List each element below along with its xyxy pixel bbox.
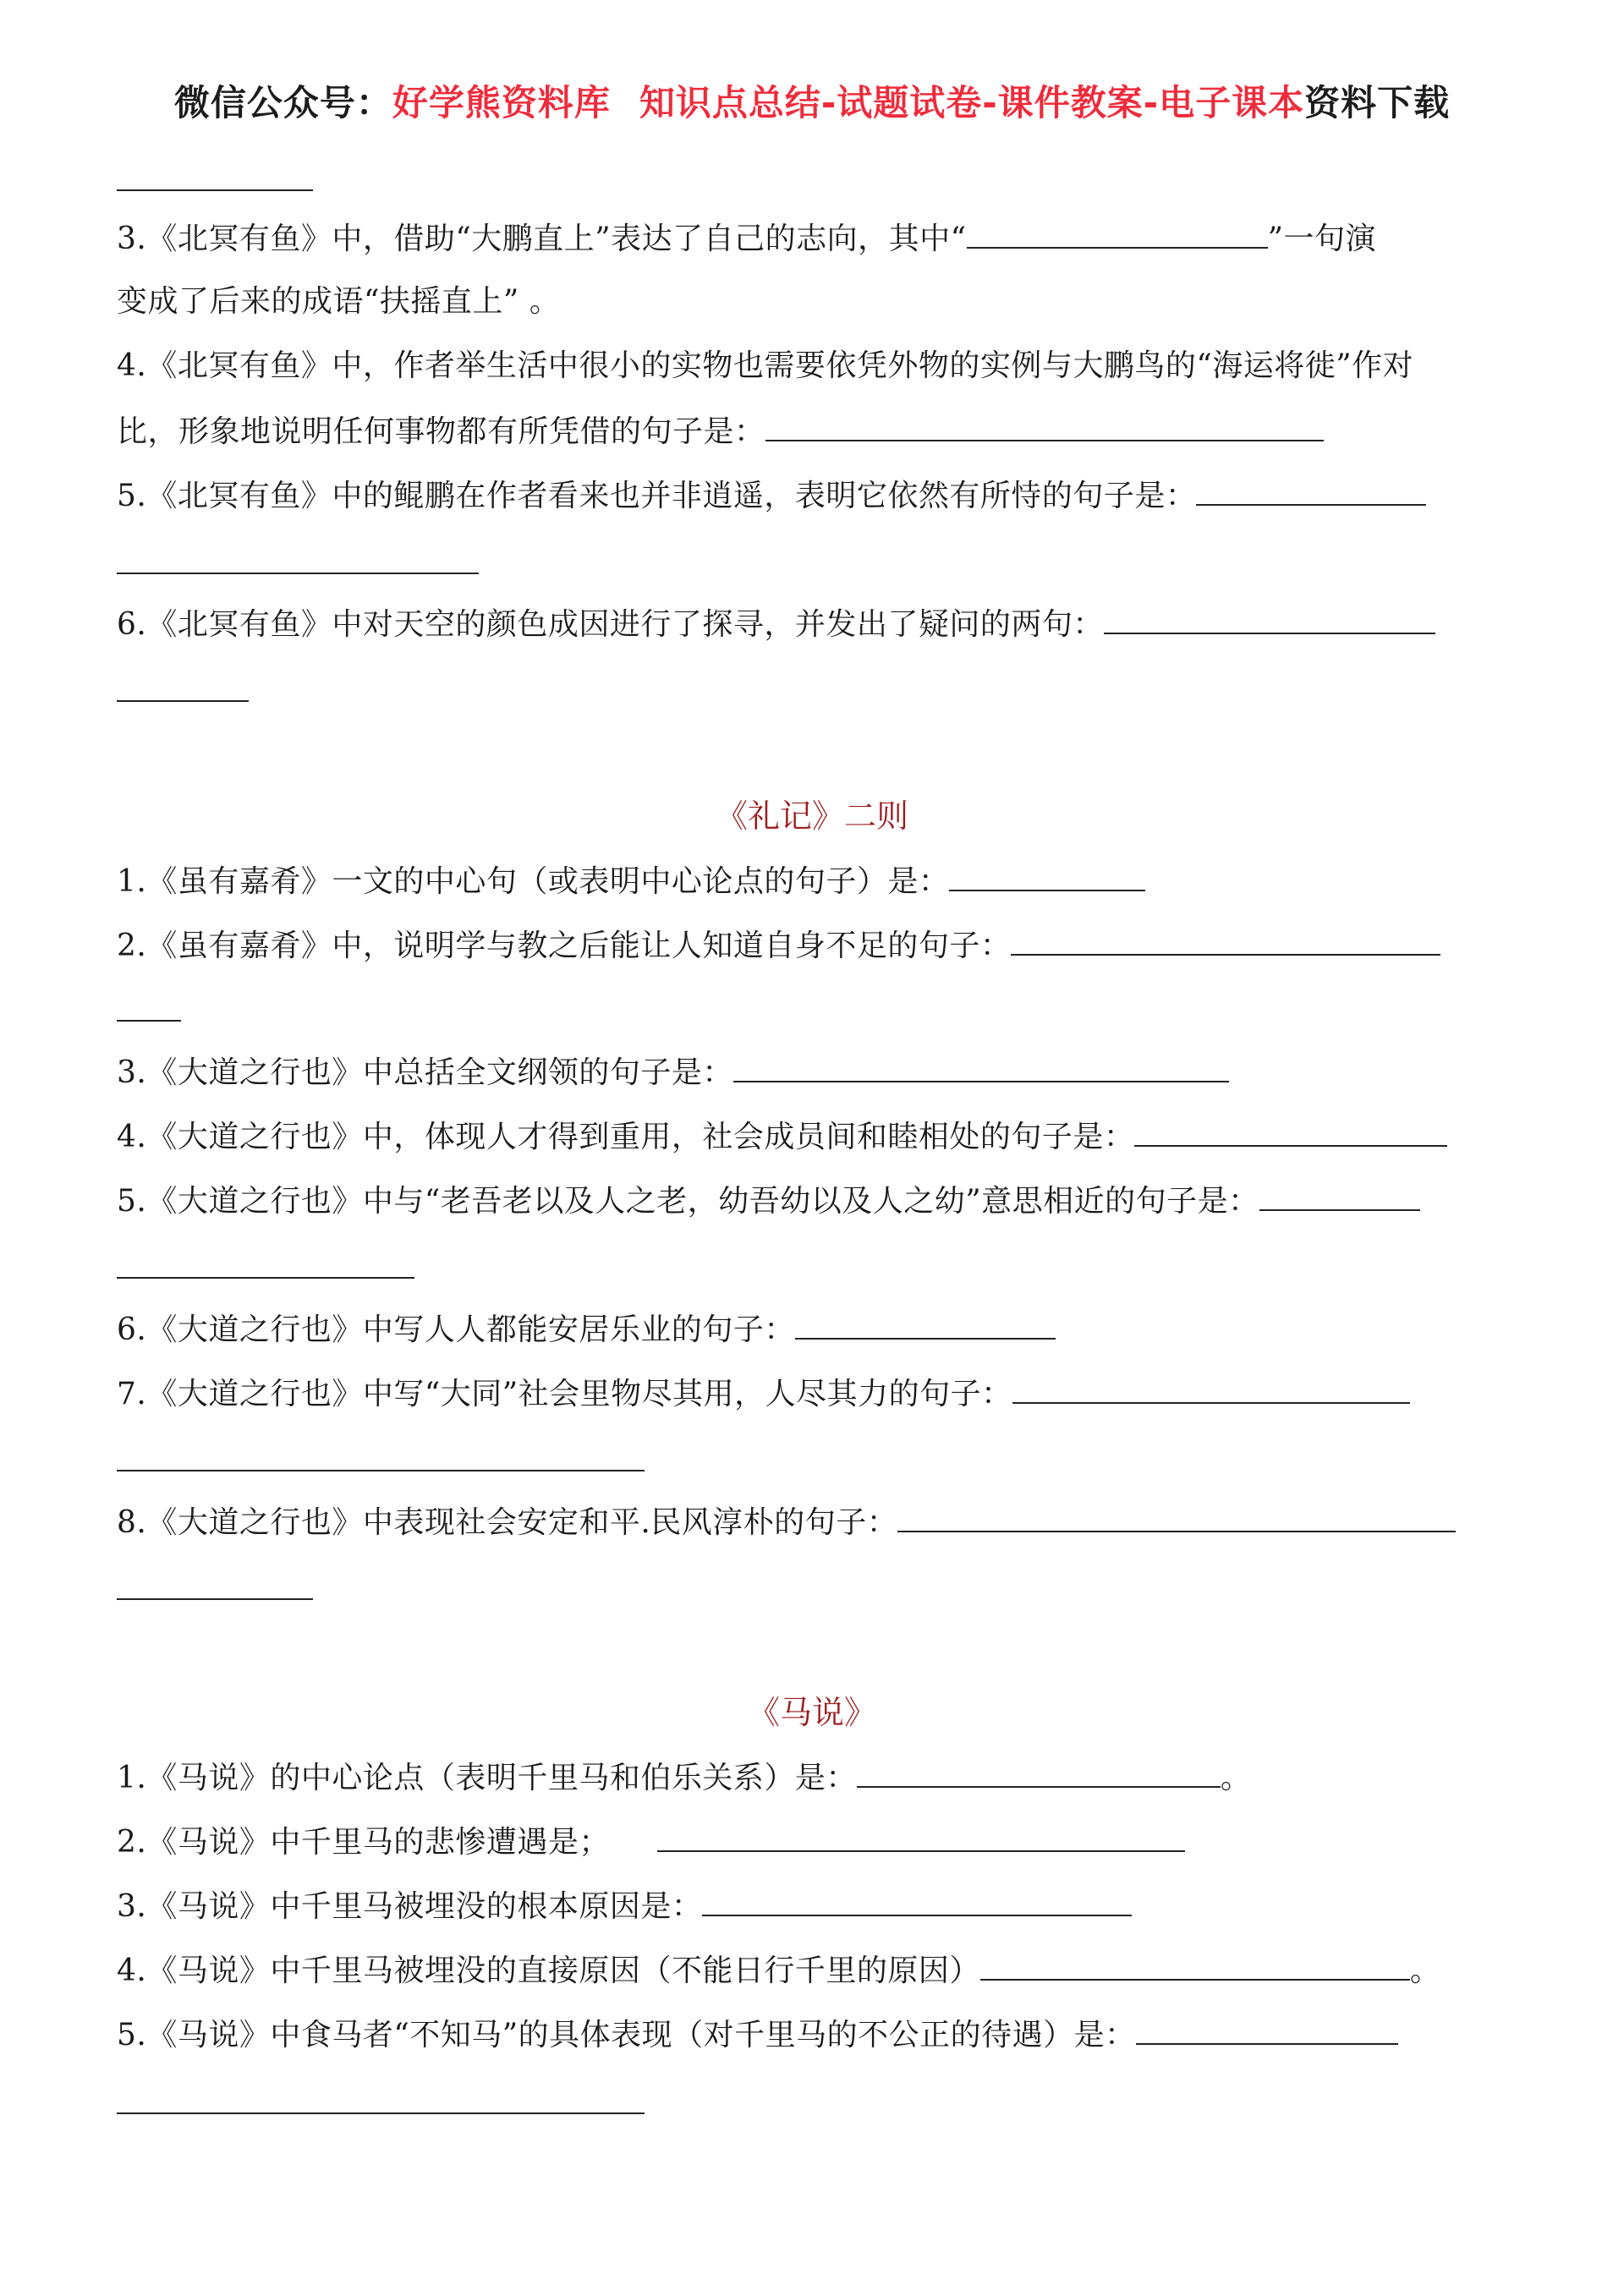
answer-blank[interactable] xyxy=(857,1756,1221,1788)
answer-blank-continuation[interactable] xyxy=(117,1598,313,1600)
answer-blank[interactable] xyxy=(765,409,1324,441)
question-2-7: 7.《大道之行也》中写“大同”社会里物尽其用，人尽其力的句子： xyxy=(117,1372,1410,1416)
banner-label: 微信公众号： xyxy=(173,82,392,123)
answer-blank[interactable] xyxy=(702,1884,1132,1916)
answer-blank-continuation[interactable] xyxy=(117,2112,645,2114)
question-1-5: 5.《北冥有鱼》中的鲲鹏在作者看来也并非逍遥，表明它依然有所恃的句子是： xyxy=(117,474,1426,518)
answer-blank-continuation[interactable] xyxy=(117,700,249,702)
question-1-4-line-1: 4.《北冥有鱼》中，作者举生活中很小的实物也需要依凭外物的实例与大鹏鸟的“海运将徙”作对 xyxy=(117,348,1414,383)
answer-blank[interactable] xyxy=(733,1050,1229,1082)
answer-blank-continuation[interactable] xyxy=(117,1277,414,1279)
answer-blank[interactable] xyxy=(897,1500,1456,1532)
answer-blank[interactable] xyxy=(1012,1372,1410,1404)
answer-blank-continuation[interactable] xyxy=(117,1020,181,1022)
question-3-1: 1.《马说》的中心论点（表明千里马和伯乐关系）是： 。 xyxy=(117,1756,1251,1800)
question-2-2: 2.《虽有嘉肴》中，说明学与教之后能让人知道自身不足的句子： xyxy=(117,923,1440,967)
question-2-5: 5.《大道之行也》中与“老吾老以及人之老，幼吾幼以及人之幼”意思相近的句子是： xyxy=(117,1179,1420,1223)
answer-blank-continuation[interactable] xyxy=(117,189,313,191)
answer-blank[interactable] xyxy=(1134,1115,1447,1147)
question-3-3: 3.《马说》中千里马被埋没的根本原因是： xyxy=(117,1884,1132,1928)
answer-blank[interactable] xyxy=(949,859,1145,891)
section-title-mashuo: 《马说》 xyxy=(747,1694,876,1731)
question-1-4-line-2: 比，形象地说明任何事物都有所凭借的句子是： xyxy=(117,409,1324,453)
question-2-8: 8.《大道之行也》中表现社会安定和平.民风淳朴的句子： xyxy=(117,1500,1456,1544)
answer-blank[interactable] xyxy=(980,1948,1410,1981)
question-3-5: 5.《马说》中食马者“不知马”的具体表现（对千里马的不公正的待遇）是： xyxy=(117,2013,1398,2057)
banner-topics: 知识点总结-试题试卷-课件教案-电子课本 xyxy=(639,82,1305,123)
header-banner xyxy=(0,78,1624,129)
banner-brand: 好学熊资料库 xyxy=(392,82,611,123)
question-2-3: 3.《大道之行也》中总括全文纲领的句子是： xyxy=(117,1050,1229,1094)
question-2-1: 1.《虽有嘉肴》一文的中心句（或表明中心论点的句子）是： xyxy=(117,859,1145,903)
question-1-6: 6.《北冥有鱼》中对天空的颜色成因进行了探寻，并发出了疑问的两句： xyxy=(117,602,1435,646)
banner-suffix: 资料下载 xyxy=(1304,82,1451,123)
question-2-4: 4.《大道之行也》中，体现人才得到重用，社会成员间和睦相处的句子是： xyxy=(117,1115,1447,1159)
answer-blank-continuation[interactable] xyxy=(117,1470,645,1471)
answer-blank[interactable] xyxy=(657,1820,1185,1852)
question-1-3-line-1: 3.《北冥有鱼》中，借助“大鹏直上”表达了自己的志向，其中“ ”一句演 xyxy=(117,216,1376,260)
answer-blank-continuation[interactable] xyxy=(117,573,479,574)
question-3-2: 2.《马说》中千里马的悲惨遭遇是； xyxy=(117,1820,1185,1864)
section-title-liji: 《礼记》二则 xyxy=(715,797,908,835)
answer-blank[interactable] xyxy=(1136,2013,1398,2045)
answer-blank[interactable] xyxy=(1104,602,1435,634)
answer-blank[interactable] xyxy=(1196,474,1426,506)
question-1-3-line-2: 变成了后来的成语“扶摇直上” 。 xyxy=(117,284,561,319)
question-3-4: 4.《马说》中千里马被埋没的直接原因（不能日行千里的原因） 。 xyxy=(117,1948,1440,1992)
answer-blank[interactable] xyxy=(1259,1179,1420,1211)
answer-blank[interactable] xyxy=(967,216,1268,249)
answer-blank[interactable] xyxy=(795,1307,1056,1340)
question-2-6: 6.《大道之行也》中写人人都能安居乐业的句子： xyxy=(117,1307,1056,1351)
answer-blank[interactable] xyxy=(1011,923,1440,956)
